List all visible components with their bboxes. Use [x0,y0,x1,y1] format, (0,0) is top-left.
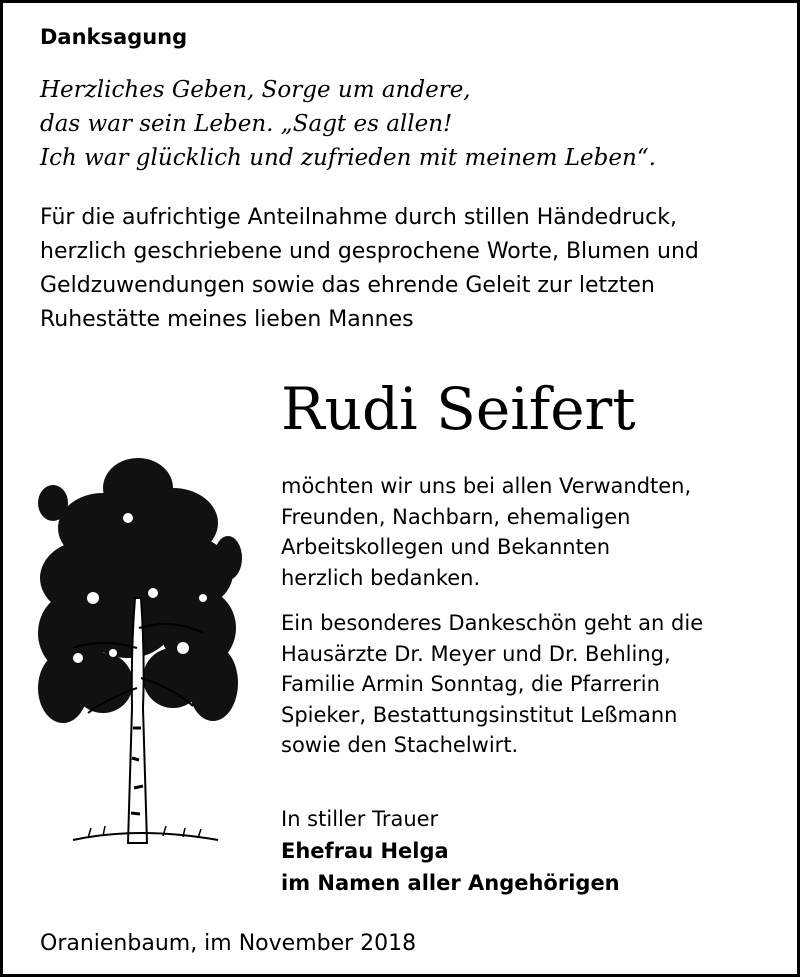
quote-line: Herzliches Geben, Sorge um andere, [40,77,471,103]
place-date: Oranienbaum, im November 2018 [40,931,417,956]
thanks-line: herzlich bedanken. [281,565,481,590]
quote-line: das war sein Leben. „Sagt es allen! [40,111,453,137]
thanks-line: Arbeitskollegen und Bekannten [281,535,611,559]
signature-block [281,803,786,899]
intro-paragraph [40,201,780,337]
heading: Danksagung [40,25,188,49]
quote-line: Ich war glücklich und zufrieden mit meinem Leben“. [40,145,656,171]
thanks-line: möchten wir uns bei allen Verwandten, [281,474,692,498]
thanks-text [281,471,786,761]
thanks-line: Freunden, Nachbarn, ehemaligen [281,504,631,529]
quote-block [40,73,780,175]
intro-line: Ruhestätte meines lieben Mannes [40,307,414,332]
special-thanks-paragraph [281,608,786,761]
intro-line: Geldzuwendungen sowie das ehrende Geleit zur letzten [40,273,655,298]
special-thanks-line: Familie Armin Sonntag, die Pfarrerin [281,672,660,696]
intro-line: herzlich geschriebene und gesprochene Worte, Blumen und [40,239,699,264]
signature-family: im Namen aller Angehörigen [281,871,620,895]
deceased-name: Rudi Seifert [281,375,636,443]
special-thanks-line: Ein besonderes Dankeschön geht an die [281,611,704,635]
signature-intro: In stiller Trauer [281,807,439,831]
signature-name: Ehefrau Helga [281,839,449,863]
special-thanks-line: sowie den Stachelwirt. [281,733,519,757]
special-thanks-line: Spieker, Bestattungsinstitut Leßmann [281,702,678,727]
special-thanks-line: Hausärzte Dr. Meyer und Dr. Behling, [281,641,671,666]
intro-line: Für die aufrichtige Anteilnahme durch stillen Händedruck, [40,205,677,230]
birch-tree-icon [33,448,248,848]
